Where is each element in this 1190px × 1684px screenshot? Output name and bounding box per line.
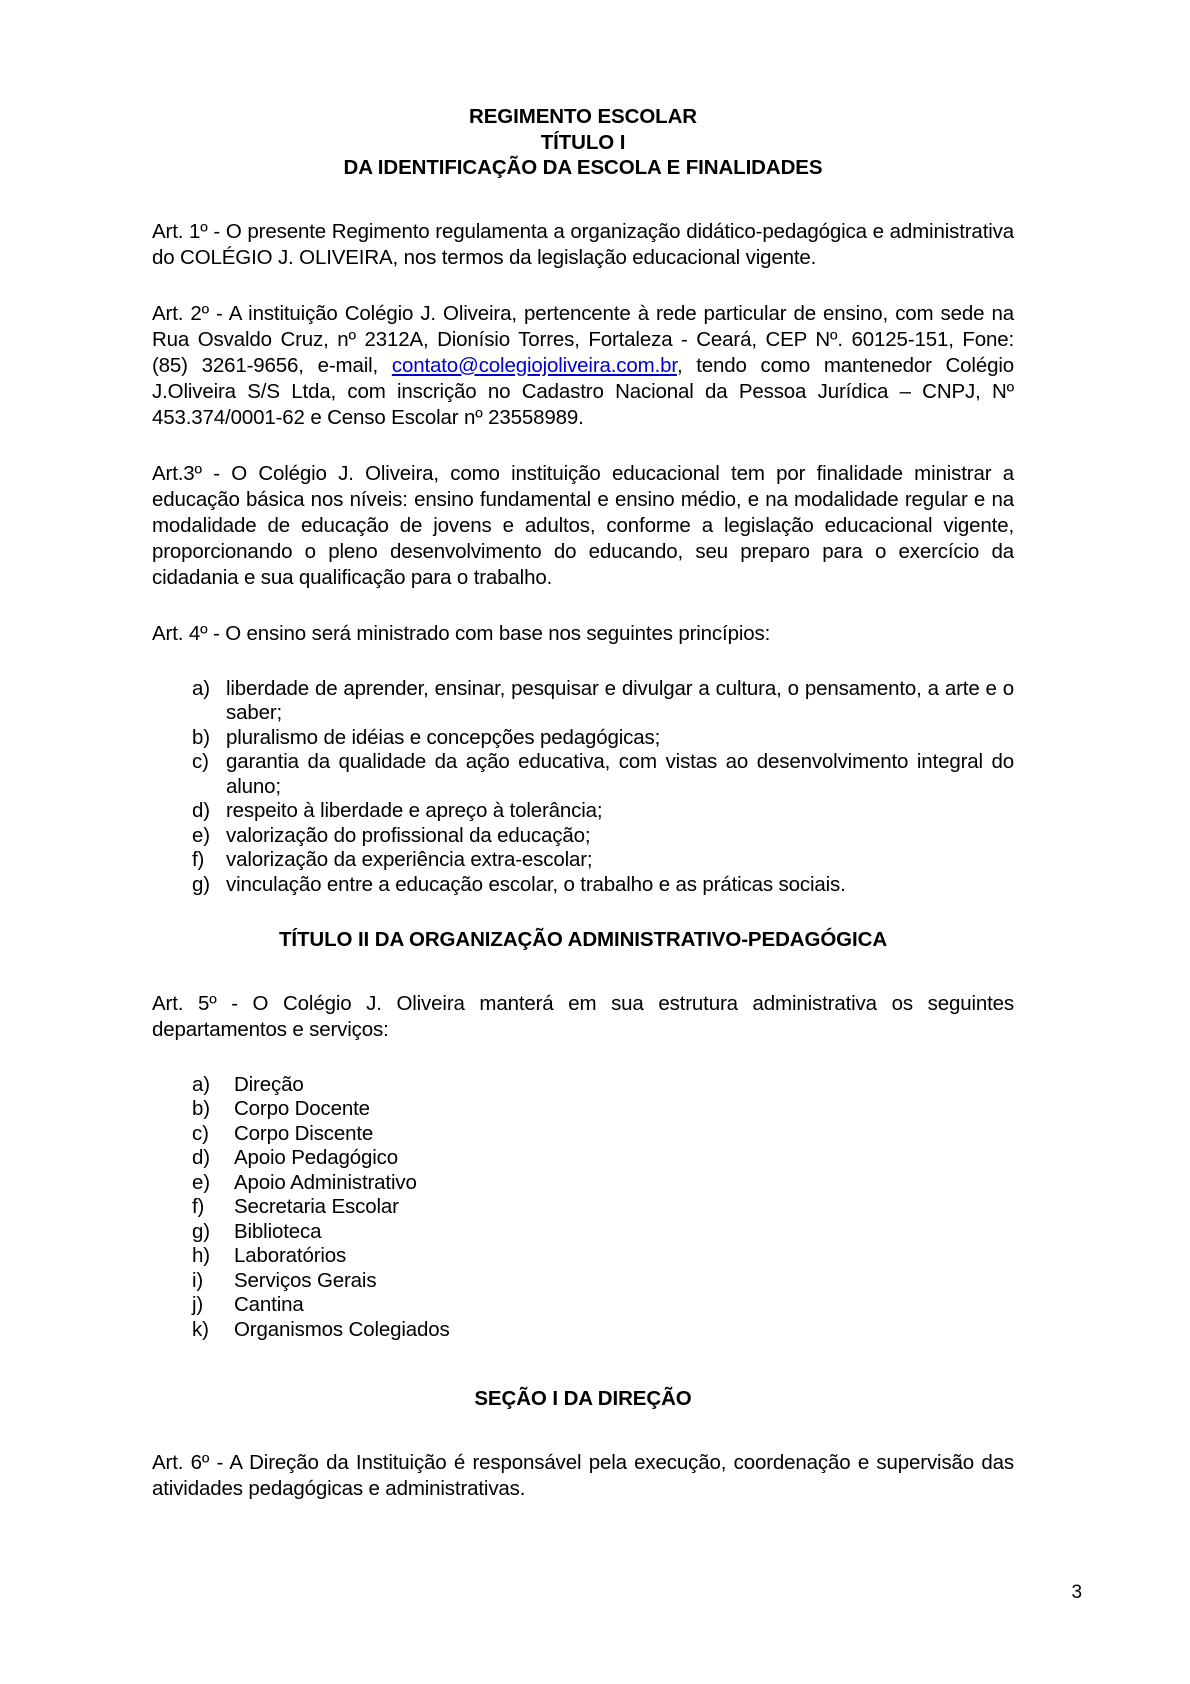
- principles-list: [152, 677, 1014, 898]
- list-item: [152, 1122, 1014, 1147]
- secao-i-block: [152, 1386, 1014, 1412]
- department-item-marker: a): [192, 1072, 210, 1096]
- paragraph-art-2: [152, 301, 1014, 431]
- department-item-marker: h): [192, 1244, 210, 1267]
- list-item: [152, 750, 1014, 799]
- department-item-marker: f): [192, 1195, 205, 1218]
- paragraph-art-3: Art.3º - O Colégio J. Oliveira, como instituição educacional tem por finalidade ministrar a educação básica nos níveis: ensino fundamental e ensino médio, e na modalidade regular e na modalidade de educação de jovens e adultos, conforme a legislação educacional vigente, proporcionando o pleno desenvolvimento do educando, seu preparo para o exercício da cidadania e sua qualificação para o trabalho.: [152, 461, 1014, 589]
- heading-titulo-i: TÍTULO I: [540, 130, 626, 154]
- department-item-marker: j): [192, 1293, 204, 1316]
- heading-titulo-i-subtitle: DA IDENTIFICAÇÃO DA ESCOLA E FINALIDADES: [343, 156, 823, 179]
- spacer: [152, 431, 1014, 461]
- department-item-label: Apoio Pedagógico: [234, 1146, 399, 1169]
- page-number: 3: [1071, 1582, 1082, 1603]
- principle-item-marker: c): [192, 750, 209, 773]
- department-item-marker: c): [192, 1121, 209, 1145]
- principle-item-marker: d): [192, 799, 210, 822]
- list-item: [152, 873, 1014, 898]
- list-item: [152, 1097, 1014, 1122]
- list-item: [152, 824, 1014, 849]
- list-item: [152, 726, 1014, 751]
- principle-item-marker: f): [192, 848, 205, 871]
- principle-item-marker: e): [192, 823, 210, 847]
- department-item-label: Serviços Gerais: [234, 1268, 377, 1292]
- principle-item-marker: g): [192, 872, 210, 896]
- list-item: [152, 1073, 1014, 1098]
- art-2-text-before-link: Art. 2º - A instituição Colégio J. Oliveira, pertencente à rede particular de ensino, com sede na Rua Osvaldo Cruz, nº 2312A, Dionísio Torres, Fortaleza - Ceará, CEP Nº. 60125-151, Fone: (85) 3261-9656, e-mail,: [152, 301, 1014, 377]
- list-item: [152, 1318, 1014, 1343]
- list-item: [152, 677, 1014, 726]
- department-item-label: Secretaria Escolar: [234, 1195, 399, 1218]
- principle-item-marker: a): [192, 676, 210, 700]
- paragraph-art-5: Art. 5º - O Colégio J. Oliveira manterá em sua estrutura administrativa os seguintes departamentos e serviços:: [152, 991, 1014, 1041]
- principle-item-label: valorização da experiência extra-escolar;: [226, 848, 593, 871]
- department-item-marker: e): [192, 1170, 210, 1194]
- department-item-label: Laboratórios: [234, 1244, 347, 1267]
- list-item: [152, 1269, 1014, 1294]
- department-item-marker: b): [192, 1097, 210, 1120]
- spacer: [152, 1043, 1014, 1073]
- paragraph-art-4: Art. 4º - O ensino será ministrado com base nos seguintes princípios:: [152, 621, 771, 645]
- spacer: [152, 271, 1014, 301]
- list-item: [152, 1195, 1014, 1220]
- spacer: [152, 181, 1014, 219]
- principle-item-label: valorização do profissional da educação;: [226, 823, 591, 847]
- department-item-label: Biblioteca: [234, 1219, 322, 1243]
- departments-list: [152, 1073, 1014, 1343]
- principle-item-label: respeito à liberdade e apreço à tolerância;: [226, 799, 603, 822]
- department-item-label: Cantina: [234, 1293, 304, 1316]
- spacer: [152, 591, 1014, 621]
- heading-titulo-ii-subtitle: DA ORGANIZAÇÃO ADMINISTRATIVO-PEDAGÓGICA: [374, 928, 888, 951]
- spacer: [152, 1412, 1014, 1450]
- department-item-label: Organismos Colegiados: [234, 1317, 450, 1341]
- department-item-label: Corpo Docente: [234, 1097, 370, 1120]
- spacer: [152, 897, 1014, 927]
- department-item-marker: g): [192, 1219, 210, 1243]
- principle-item-label: garantia da qualidade da ação educativa, com vistas ao desenvolvimento integral do aluno;: [226, 750, 1014, 798]
- titulo-ii-block: [152, 927, 1014, 953]
- principle-item-label: pluralismo de idéias e concepções pedagógicas;: [226, 725, 661, 749]
- principle-item-label: vinculação entre a educação escolar, o trabalho e as práticas sociais.: [226, 872, 846, 896]
- list-item: [152, 1171, 1014, 1196]
- document-body: [152, 104, 1014, 1502]
- department-item-label: Direção: [234, 1072, 304, 1096]
- spacer: [152, 953, 1014, 991]
- list-item: [152, 1293, 1014, 1318]
- department-item-label: Corpo Discente: [234, 1121, 374, 1145]
- heading-secao-i-subtitle: DA DIREÇÃO: [563, 1387, 692, 1410]
- document-title-block: [152, 104, 1014, 181]
- principle-item-label: liberdade de aprender, ensinar, pesquisar e divulgar a cultura, o pensamento, a arte e o saber;: [226, 676, 1014, 724]
- paragraph-art-6: Art. 6º - A Direção da Instituição é responsável pela execução, coordenação e supervisão das atividades pedagógicas e administrativas.: [152, 1450, 1014, 1500]
- list-item: [152, 1244, 1014, 1269]
- heading-titulo-ii: TÍTULO II: [278, 928, 370, 951]
- spacer: [152, 647, 1014, 677]
- art-2-text-after-link: , tendo como mantenedor Colégio J.Oliveira S/S Ltda, com inscrição no Cadastro Nacional da Pessoa Jurídica – CNPJ, Nº 453.374/0001-62 e Censo Escolar nº 23558989.: [152, 353, 1014, 429]
- email-link[interactable]: contato@colegiojoliveira.com.br: [391, 353, 677, 377]
- paragraph-art-1: Art. 1º - O presente Regimento regulamenta a organização didático-pedagógica e administrativa do COLÉGIO J. OLIVEIRA, nos termos da legislação educacional vigente.: [152, 219, 1014, 269]
- list-item: [152, 1220, 1014, 1245]
- department-item-marker: k): [192, 1317, 209, 1341]
- list-item: [152, 799, 1014, 824]
- heading-secao-i: SEÇÃO I: [474, 1387, 558, 1410]
- department-item-marker: i): [192, 1268, 204, 1292]
- department-item-label: Apoio Administrativo: [234, 1170, 417, 1194]
- department-item-marker: d): [192, 1146, 210, 1169]
- page-title: REGIMENTO ESCOLAR: [469, 105, 697, 128]
- list-item: [152, 1146, 1014, 1171]
- list-item: [152, 848, 1014, 873]
- principle-item-marker: b): [192, 725, 210, 749]
- spacer: [152, 1342, 1014, 1386]
